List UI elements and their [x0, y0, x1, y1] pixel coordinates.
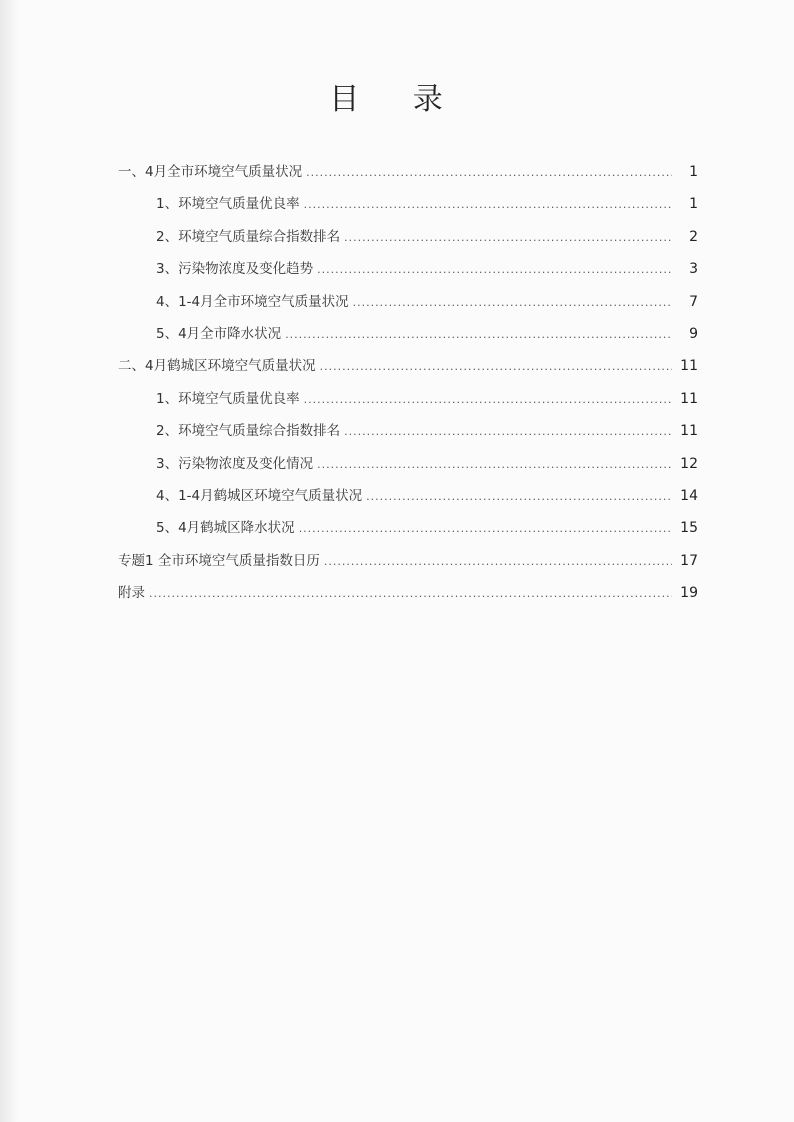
toc-entry[interactable]: [118, 581, 698, 613]
toc-entry-page: 19: [680, 585, 698, 602]
toc-entry[interactable]: [118, 387, 698, 419]
toc-entry-label: 2、环境空气质量综合指数排名: [156, 228, 341, 245]
toc-leader-dots: [324, 550, 672, 574]
toc-entry-label: 4、1-4月鹤城区环境空气质量状况: [156, 487, 363, 504]
toc-leader-dots: [320, 355, 672, 379]
toc-entry-page: 3: [689, 261, 698, 278]
toc-leader-dots: [317, 453, 672, 477]
toc-entry-page: 17: [680, 552, 698, 569]
toc-entry[interactable]: [118, 160, 698, 192]
toc-leader-dots: [299, 517, 672, 541]
toc-entry[interactable]: [118, 290, 698, 322]
toc-entry[interactable]: [118, 516, 698, 548]
toc-entry-label: 5、4月全市降水状况: [156, 325, 282, 342]
toc-entry[interactable]: [118, 322, 698, 354]
toc-entry-page: 2: [689, 228, 698, 245]
toc-entry[interactable]: [118, 192, 698, 224]
toc-entry-label: 3、污染物浓度及变化趋势: [156, 261, 314, 278]
toc-entry-page: 15: [680, 520, 698, 537]
toc-entry-label: 附录: [118, 585, 145, 602]
toc-entry-page: 11: [680, 390, 698, 407]
toc-entry-page: 11: [680, 358, 698, 375]
toc-entry-label: 1、环境空气质量优良率: [156, 390, 300, 407]
toc-entry-label: 2、环境空气质量综合指数排名: [156, 423, 341, 440]
table-of-contents: [118, 160, 698, 613]
toc-entry-label: 二、4月鹤城区环境空气质量状况: [118, 358, 316, 375]
toc-leader-dots: [344, 226, 672, 250]
toc-leader-dots: [304, 193, 672, 217]
toc-entry-label: 1、环境空气质量优良率: [156, 196, 300, 213]
toc-leader-dots: [285, 323, 672, 347]
page-title: 目 录: [329, 82, 465, 117]
toc-leader-dots: [304, 388, 672, 412]
toc-entry[interactable]: [118, 257, 698, 289]
toc-entry-label: 专题1 全市环境空气质量指数日历: [118, 552, 320, 569]
toc-entry-page: 14: [680, 487, 698, 504]
scan-edge: [0, 0, 18, 1122]
toc-entry-page: 1: [689, 164, 698, 180]
toc-entry-page: 12: [680, 455, 698, 472]
toc-entry[interactable]: [118, 549, 698, 581]
toc-leader-dots: [149, 582, 672, 606]
toc-entry[interactable]: [118, 225, 698, 257]
toc-entry-label: 3、污染物浓度及变化情况: [156, 455, 314, 472]
toc-entry-label: 5、4月鹤城区降水状况: [156, 520, 295, 537]
toc-entry[interactable]: [118, 354, 698, 386]
toc-entry[interactable]: [118, 452, 698, 484]
toc-entry-page: 9: [689, 325, 698, 342]
toc-leader-dots: [366, 485, 672, 509]
toc-entry[interactable]: [118, 484, 698, 516]
toc-entry-page: 1: [689, 196, 698, 213]
toc-entry-page: 11: [680, 423, 698, 440]
toc-leader-dots: [344, 420, 672, 444]
toc-entry[interactable]: [118, 419, 698, 451]
toc-entry-page: 7: [689, 293, 698, 310]
toc-leader-dots: [353, 291, 672, 315]
toc-entry-label: 4、1-4月全市环境空气质量状况: [156, 293, 349, 310]
toc-entry-label: 一、4月全市环境空气质量状况: [118, 164, 303, 180]
toc-leader-dots: [306, 161, 672, 185]
toc-leader-dots: [317, 258, 672, 282]
